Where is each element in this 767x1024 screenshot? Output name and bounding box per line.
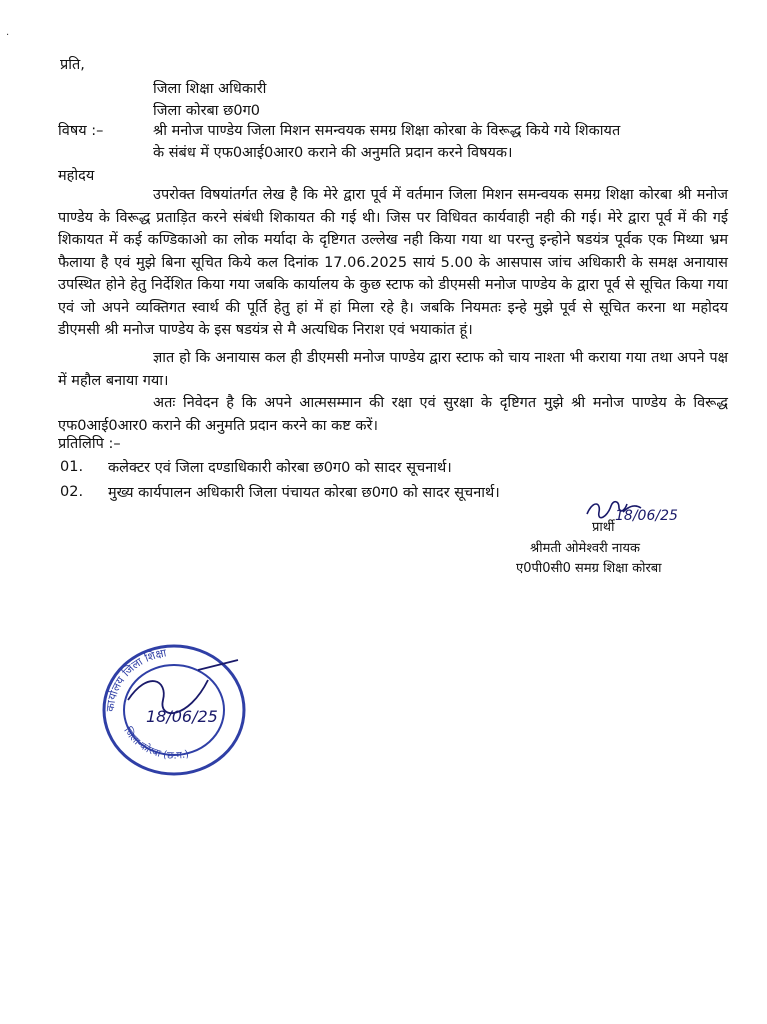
signatory-designation: ए0पी0सी0 समग्र शिक्षा कोरबा [516, 561, 662, 576]
seal-handwritten-date: 18/06/25 [146, 707, 218, 726]
body-paragraph-1 [58, 184, 728, 342]
signature-date: 18/06/25 [615, 508, 678, 524]
cc-label: प्रतिलिपि :– [58, 436, 121, 452]
cc-text: मुख्य कार्यपालन अधिकारी जिला पंचायत कोरबा छ0ग0 को सादर सूचनार्थ। [108, 485, 500, 501]
seal-text-top: कार्यालय जिला शिक्षा [103, 646, 168, 713]
addressee-line-1: जिला शिक्षा अधिकारी [153, 81, 267, 97]
cc-text: कलेक्टर एवं जिला दण्डाधिकारी कोरबा छ0ग0 को सादर सूचनार्थ। [108, 460, 452, 476]
office-seal [88, 630, 260, 782]
cc-number: 02. [60, 484, 84, 500]
subject-line-2: के संबंध में एफ0आई0आर0 कराने की अनुमति प्रदान करने विषयक। [153, 145, 513, 161]
cc-number: 01. [60, 459, 84, 475]
svg-text:जिला-कोरबा (छ.ग.) [121, 725, 190, 762]
greeting: महोदय [58, 168, 95, 184]
salutation-to: प्रति, [60, 57, 85, 73]
seal-text-bottom: जिला-कोरबा (छ.ग.) [121, 725, 190, 762]
signatory-name: श्रीमती ओमेश्वरी नायक [530, 541, 641, 556]
para3-text: अतः निवेदन है कि अपने आत्मसम्मान की रक्षा एवं सुरक्षा के दृष्टिगत मुझे श्री मनोज पाण्डेय के विरूद्ध एफ0आई0आर0 कराने की अनुमति प्रदान करने का कष्ट करें। [58, 395, 728, 434]
applicant-label: प्रार्थी [592, 520, 615, 535]
subject-line-1: श्री मनोज पाण्डेय जिला मिशन समन्वयक समग्र शिक्षा कोरबा के विरूद्ध किये गये शिकायत [153, 123, 621, 139]
para1-text: उपरोक्त विषयांतर्गत लेख है कि मेरे द्वारा पूर्व में वर्तमान जिला मिशन समन्वयक समग्र शिक्षा कोरबा श्री मनोज पाण्डेय के विरूद्ध प्रताड़ित करने संबंधी शिकायत की गई थी। जिस पर विधिवत कार्यवाही नही की गई। मेरे द्वारा पूर्व में की गई शिकायत में कई कण्डिकाओ का लोक मर्यादा के दृष्टिगत उल्लेख नही किया गया था परन्तु इन्होने षडयंत्र पूर्वक एक मिथ्या भ्रम फैलाया है एवं मुझे बिना सूचित किये कल दिनांक 17.06.2025 सायं 5.00 के आसपास जांच अधिकारी के समक्ष अनायास उपस्थित होने हेतु निर्देशित किया गया जबकि कार्यालय के कुछ स्टाफ को डीएमसी मनोज पाण्डेय के द्वारा पूर्व से सूचित किया गया एवं जो अपने व्यक्तिगत स्वार्थ की पूर्ति हेतु हां में हां मिला रहे है। जबकि नियमतः इन्हे मुझे पूर्व से सूचित करना था महोदय डीएमसी श्री मनोज पाण्डेय के इस षडयंत्र से मै अत्यधिक निराश एवं भयाकांत हूं। [58, 187, 728, 338]
body-paragraph-2 [58, 347, 728, 392]
subject-label: विषय :– [58, 123, 104, 139]
addressee-line-2: जिला कोरबा छ0ग0 [153, 103, 260, 119]
corner-mark: · [6, 30, 10, 41]
body-paragraph-3 [58, 392, 728, 437]
para2-text: ज्ञात हो कि अनायास कल ही डीएमसी मनोज पाण्डेय द्वारा स्टाफ को चाय नाश्ता भी कराया गया तथा अपने पक्ष में महौल बनाया गया। [58, 350, 728, 389]
